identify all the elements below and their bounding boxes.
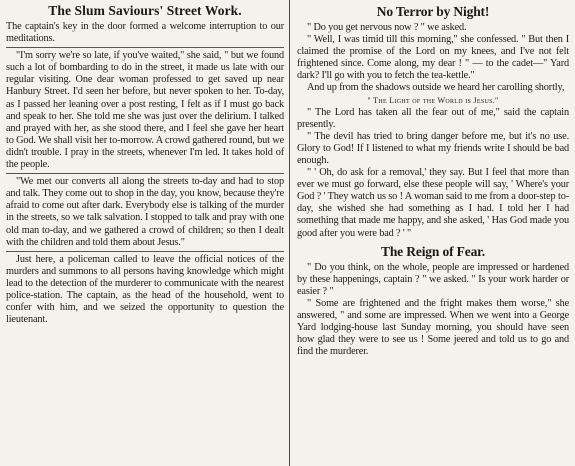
- paragraph: " Do you get nervous now ? " we asked.: [307, 22, 467, 33]
- divider: [6, 47, 284, 48]
- paragraph: The captain's key in the door formed a welcome interruption to our meditations.: [6, 21, 284, 45]
- paragraph: " ' Oh, do ask for a removal,' they say. But I feel that more than ever we must go forward, else these people will say, ' Where's your God ? ' They watch us so ! A woman said to me from a door-step to-day, she wished she had something as I had. I told her I had something that made me happy, and she asked, ' Has God made you good after you were bad ? ' ": [297, 167, 569, 239]
- song-title: " The Light of the World is Jesus.": [367, 95, 499, 105]
- paragraph: "I'm sorry we're so late, if you've waited," she said, " but we found such a lot of bombarding to do in the street, it made us late with our regular visiting. One dear woman professed to get saved up near Hanbury Street. I'd seen her before, but never spoken to her. To-day, as I passed her leaning over a post resting, I felt as if I must go back and speak to her. She told me she was just over the delirium. I talked and prayed with her, as she stood there, and I feel she gave her heart to God. We shall visit her to-morrow. A crowd gathered round, but we didn't trouble. I pray in the streets, whenever I'm led. It takes hold of the people.: [6, 50, 284, 171]
- paragraph: "We met our converts all along the streets to-day and had to stop and talk. They come out to shop in the day, you know, because they're afraid to come out after dark. Everybody else is talking of the murder in the streets, so we talk salvation. I stopped to talk and pray with one old man to-day, and we gathered a crowd of children; so then I dealt with the children and told them about Jesus.": [6, 176, 284, 248]
- section-heading-no-terror: No Terror by Night!: [376, 4, 490, 19]
- paragraph: " Well, I was timid till this morning," she confessed. " But then I claimed the promise of the Lord on my knees, and I've not felt frightened since. Come along, my dear ! " — to the cadet—" Yard dark? I'll go with you to fetch the tea-kettle.": [297, 34, 569, 82]
- column-rule: [289, 0, 290, 466]
- divider: [6, 173, 284, 174]
- paragraph: " Do you think, on the whole, people are impressed or hardened by these happenings, captain ? " we asked. " Is your work harder or easier ? ": [297, 261, 569, 297]
- section-heading-reign-of-fear: The Reign of Fear.: [380, 243, 486, 259]
- paragraph: Just here, a policeman called to leave the official notices of the murders and summons to all persons having knowledge which might lead to the detection of the murderer to communicate with the nearest police-station. The captain, as the head of the household, went to confer with him, and we seized the opportunity to question the lieutenant.: [6, 253, 284, 326]
- paragraph: " The devil has tried to bring danger before me, but it's no use. Glory to God! If I listened to what my friends write I should be bad enough.: [297, 130, 569, 166]
- article-title: The Slum Saviours' Street Work.: [48, 3, 242, 18]
- paragraph: " Some are frightened and the fright makes them worse," she answered, " and some are impressed. When we went into a George Yard lodging-house last Sunday morning, you should have seen how glad they were to see us ! Some jeered and told us to go and find the murderer.: [297, 297, 569, 358]
- paragraph: And up from the shadows outside we heard her carolling shortly,: [307, 82, 565, 94]
- right-column: [293, 0, 572, 466]
- divider: [6, 251, 284, 252]
- left-column: [4, 0, 287, 466]
- paragraph: " The Lord has taken all the fear out of me," said the captain presently.: [297, 106, 569, 130]
